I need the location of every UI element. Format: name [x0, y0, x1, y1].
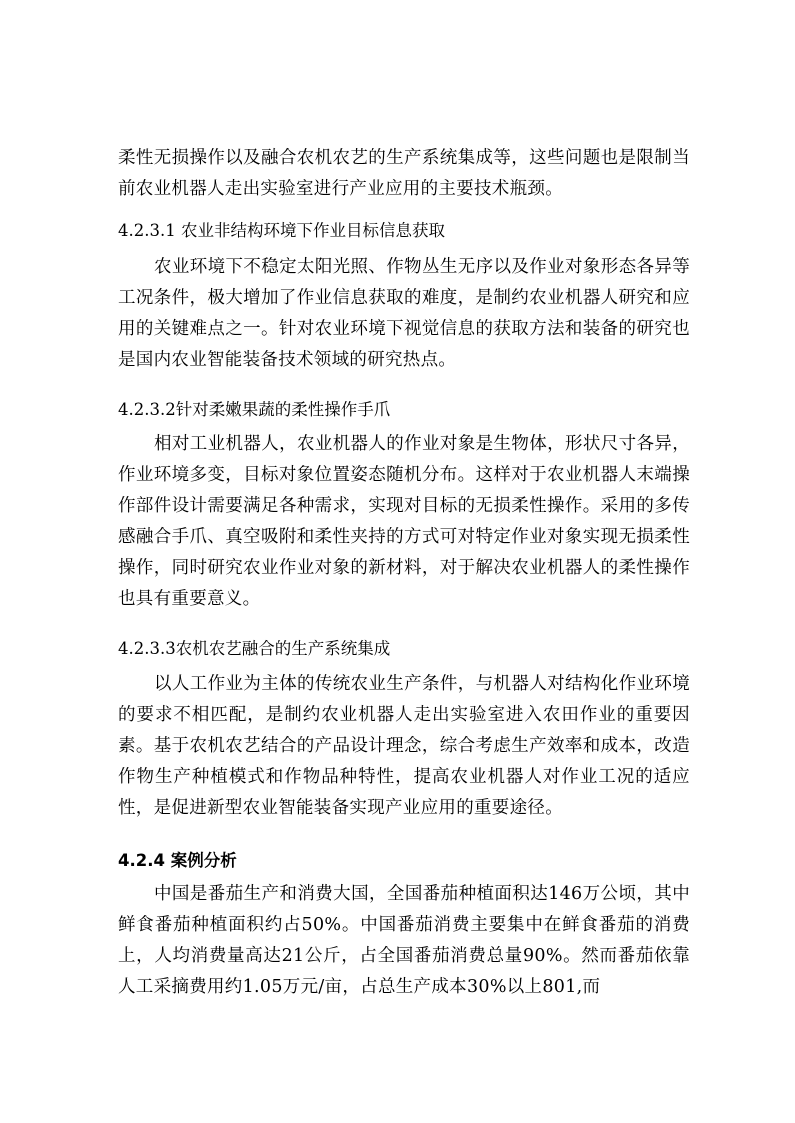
section-heading-4-2-3-1: 4.2.3.1 农业非结构环境下作业目标信息获取 — [118, 221, 445, 240]
paragraph-soft-gripper: 相对工业机器人，农业机器人的作业对象是生物体，形状尺寸各异，作业环境多变，目标对象位置姿态随机分布。这样对于农业机器人末端操作部件设计需要满足各种需求，实现对目标的无损柔性操作。采用的多传感融合手爪、真空吸附和柔性夹持的方式可对特定作业对象实现无损柔性操作，同时研究农业作业对象的新材料，对于解决农业机器人的柔性操作也具有重要意义。 — [118, 434, 690, 609]
paragraph-case-analysis: 中国是番茄生产和消费大国，全国番茄种植面积达146万公顷，其中鲜食番茄种植面积约占50%。中国番茄消费主要集中在鲜食番茄的消费上，人均消费量高达21公斤，占全国番茄消费总量90%。然而番茄依靠人工采摘费用约1.05万元/亩，占总生产成本30%以上801,而 — [118, 884, 690, 997]
paragraph-system-integration: 以人工作业为主体的传统农业生产条件，与机器人对结构化作业环境的要求不相匹配，是制约农业机器人走出实验室进入农田作业的重要因素。基于农机农艺结合的产品设计理念，综合考虑生产效率和成本，改造作物生产种植模式和作物品种特性，提高农业机器人对作业工况的适应性，是促进新型农业智能装备实现产业应用的重要途径。 — [118, 674, 690, 818]
section-heading-4-2-3-3: 4.2.3.3农机农艺融合的生产系统集成 — [118, 639, 391, 658]
paragraph-intro: 柔性无损操作以及融合农机农艺的生产系统集成等，这些问题也是限制当前农业机器人走出实验室进行产业应用的主要技术瓶颈。 — [118, 148, 690, 199]
paragraph-target-info: 农业环境下不稳定太阳光照、作物丛生无序以及作业对象形态各异等工况条件，极大增加了作业信息获取的难度，是制约农业机器人研究和应用的关键难点之一。针对农业环境下视觉信息的获取方法和装备的研究也是国内农业智能装备技术领域的研究热点。 — [118, 257, 690, 370]
section-heading-4-2-4: 4.2.4 案例分析 — [118, 851, 237, 870]
section-heading-4-2-3-2: 4.2.3.2针对柔嫩果蔬的柔性操作手爪 — [118, 400, 391, 419]
